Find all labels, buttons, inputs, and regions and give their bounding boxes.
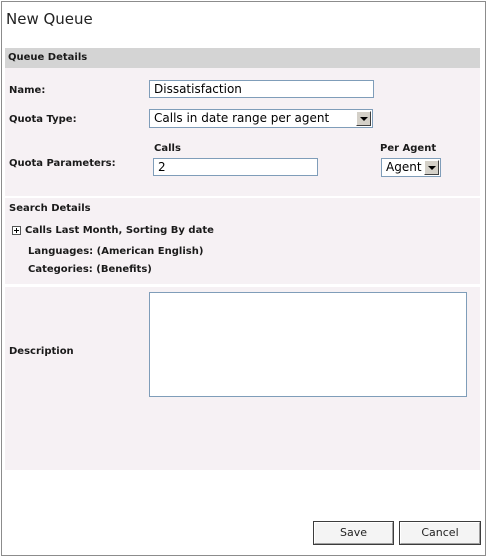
languages-filter: Languages: (American English)	[28, 246, 204, 257]
quota-type-select[interactable]	[149, 109, 373, 128]
chevron-down-icon[interactable]	[356, 111, 371, 126]
plus-box-icon[interactable]	[12, 226, 21, 235]
search-details-header: Search Details	[9, 203, 91, 214]
name-label: Name:	[9, 85, 46, 96]
quota-parameters-label: Quota Parameters:	[9, 158, 116, 169]
per-agent-value: Agent	[386, 160, 422, 174]
quota-type-value: Calls in date range per agent	[154, 111, 330, 125]
page-title: New Queue	[6, 10, 93, 28]
save-button-label: Save	[339, 526, 367, 539]
queue-details-header: Queue Details	[5, 48, 480, 68]
per-agent-label: Per Agent	[380, 143, 437, 154]
name-input[interactable]: Dissatisfaction	[149, 80, 374, 98]
cancel-button-label: Cancel	[421, 526, 459, 539]
per-agent-select[interactable]	[381, 158, 441, 177]
cancel-button[interactable]	[399, 521, 481, 545]
save-button[interactable]	[313, 521, 394, 545]
description-textarea[interactable]	[149, 292, 467, 397]
categories-filter: Categories: (Benefits)	[28, 264, 152, 275]
calls-label: Calls	[154, 143, 181, 154]
quota-type-label: Quota Type:	[9, 114, 77, 125]
description-label: Description	[9, 346, 74, 357]
search-summary[interactable]: Calls Last Month, Sorting By date	[25, 225, 214, 236]
chevron-down-icon[interactable]	[424, 160, 439, 175]
calls-input[interactable]: 2	[153, 158, 318, 176]
